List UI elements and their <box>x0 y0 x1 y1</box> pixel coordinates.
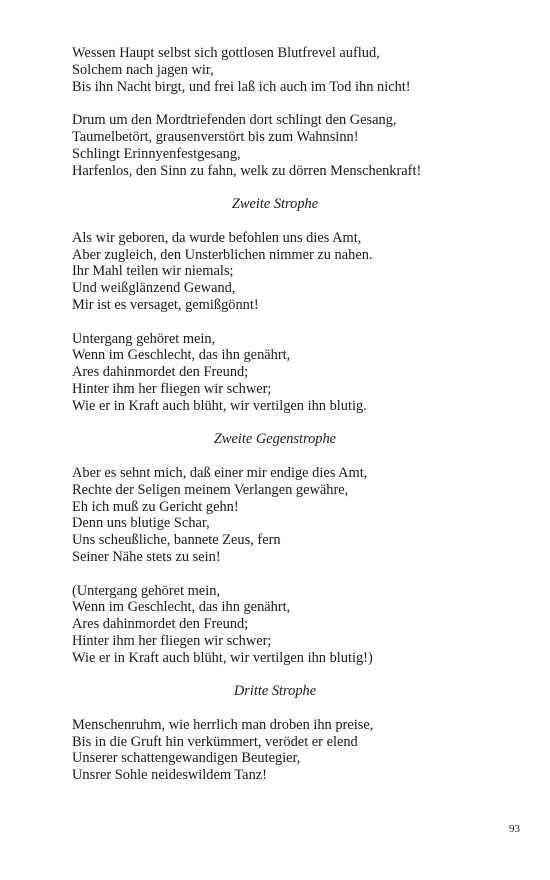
verse-line: Wie er in Kraft auch blüht, wir vertilgen ihn blutig. <box>72 397 367 414</box>
stanza <box>72 112 512 179</box>
stanza <box>72 465 512 566</box>
stanza <box>72 45 512 95</box>
section-heading: Zweite Strophe <box>231 196 319 213</box>
verse-line: Unsrer Sohle neideswildem Tanz! <box>72 767 267 784</box>
verse-line: Solchem nach jagen wir, <box>72 61 214 78</box>
stanza <box>72 583 512 667</box>
verse-line: Wenn im Geschlecht, das ihn genährt, <box>72 347 291 364</box>
verse-line: Eh ich muß zu Gericht gehn! <box>72 498 239 515</box>
verse-line: Harfenlos, den Sinn zu fahn, welk zu dörren Menschenkraft! <box>72 162 422 179</box>
verse-line: Wessen Haupt selbst sich gottlosen Blutfrevel auflud, <box>72 45 380 61</box>
stanza <box>72 717 512 784</box>
verse-line: Wie er in Kraft auch blüht, wir vertilgen ihn blutig!) <box>72 649 373 666</box>
verse-line: Aber es sehnt mich, daß einer mir endige dies Amt, <box>72 464 368 481</box>
verse-line: Bis ihn Nacht birgt, und frei laß ich auch im Tod ihn nicht! <box>72 78 411 95</box>
verse-line: Mir ist es versaget, gemißgönnt! <box>72 296 259 313</box>
stanza <box>72 331 512 415</box>
verse-line: Ares dahinmordet den Freund; <box>72 364 249 381</box>
verse-line: Hinter ihm her fliegen wir schwer; <box>72 380 272 397</box>
verse-line: Rechte der Seligen meinem Verlangen gewähre, <box>72 481 349 498</box>
page-number: 93 <box>509 823 520 835</box>
verse-line: Taumelbetört, grausenverstört bis zum Wahnsinn! <box>72 128 359 145</box>
verse-line: Wenn im Geschlecht, das ihn genährt, <box>72 599 291 616</box>
verse-line: Unserer schattengewandigen Beutegier, <box>72 750 301 767</box>
section-heading: Dritte Strophe <box>233 683 317 700</box>
verse-line: Denn uns blutige Schar, <box>72 515 210 532</box>
verse-line: Und weißglänzend Gewand, <box>72 280 236 297</box>
verse-line: Ares dahinmordet den Freund; <box>72 616 249 633</box>
stanza <box>72 230 512 314</box>
verse-line: Bis in die Gruft hin verkümmert, verödet er elend <box>72 733 358 750</box>
section-heading: Zweite Gegenstrophe <box>213 431 337 448</box>
verse-line: Schlingt Erinnyenfestgesang, <box>72 145 241 162</box>
verse-line: Uns scheußliche, bannete Zeus, fern <box>72 532 281 549</box>
verse-line: (Untergang gehöret mein, <box>72 582 220 599</box>
verse-line: Ihr Mahl teilen wir niemals; <box>72 263 234 280</box>
verse-line: Als wir geboren, da wurde befohlen uns dies Amt, <box>72 229 362 246</box>
poem-body <box>72 45 512 801</box>
verse-line: Aber zugleich, den Unsterblichen nimmer zu nahen. <box>72 246 373 263</box>
verse-line: Seiner Nähe stets zu sein! <box>72 548 221 565</box>
verse-line: Menschenruhm, wie herrlich man droben ihn preise, <box>72 716 374 733</box>
verse-line: Hinter ihm her fliegen wir schwer; <box>72 632 272 649</box>
verse-line: Untergang gehöret mein, <box>72 330 216 347</box>
verse-line: Drum um den Mordtriefenden dort schlingt den Gesang, <box>72 112 397 129</box>
